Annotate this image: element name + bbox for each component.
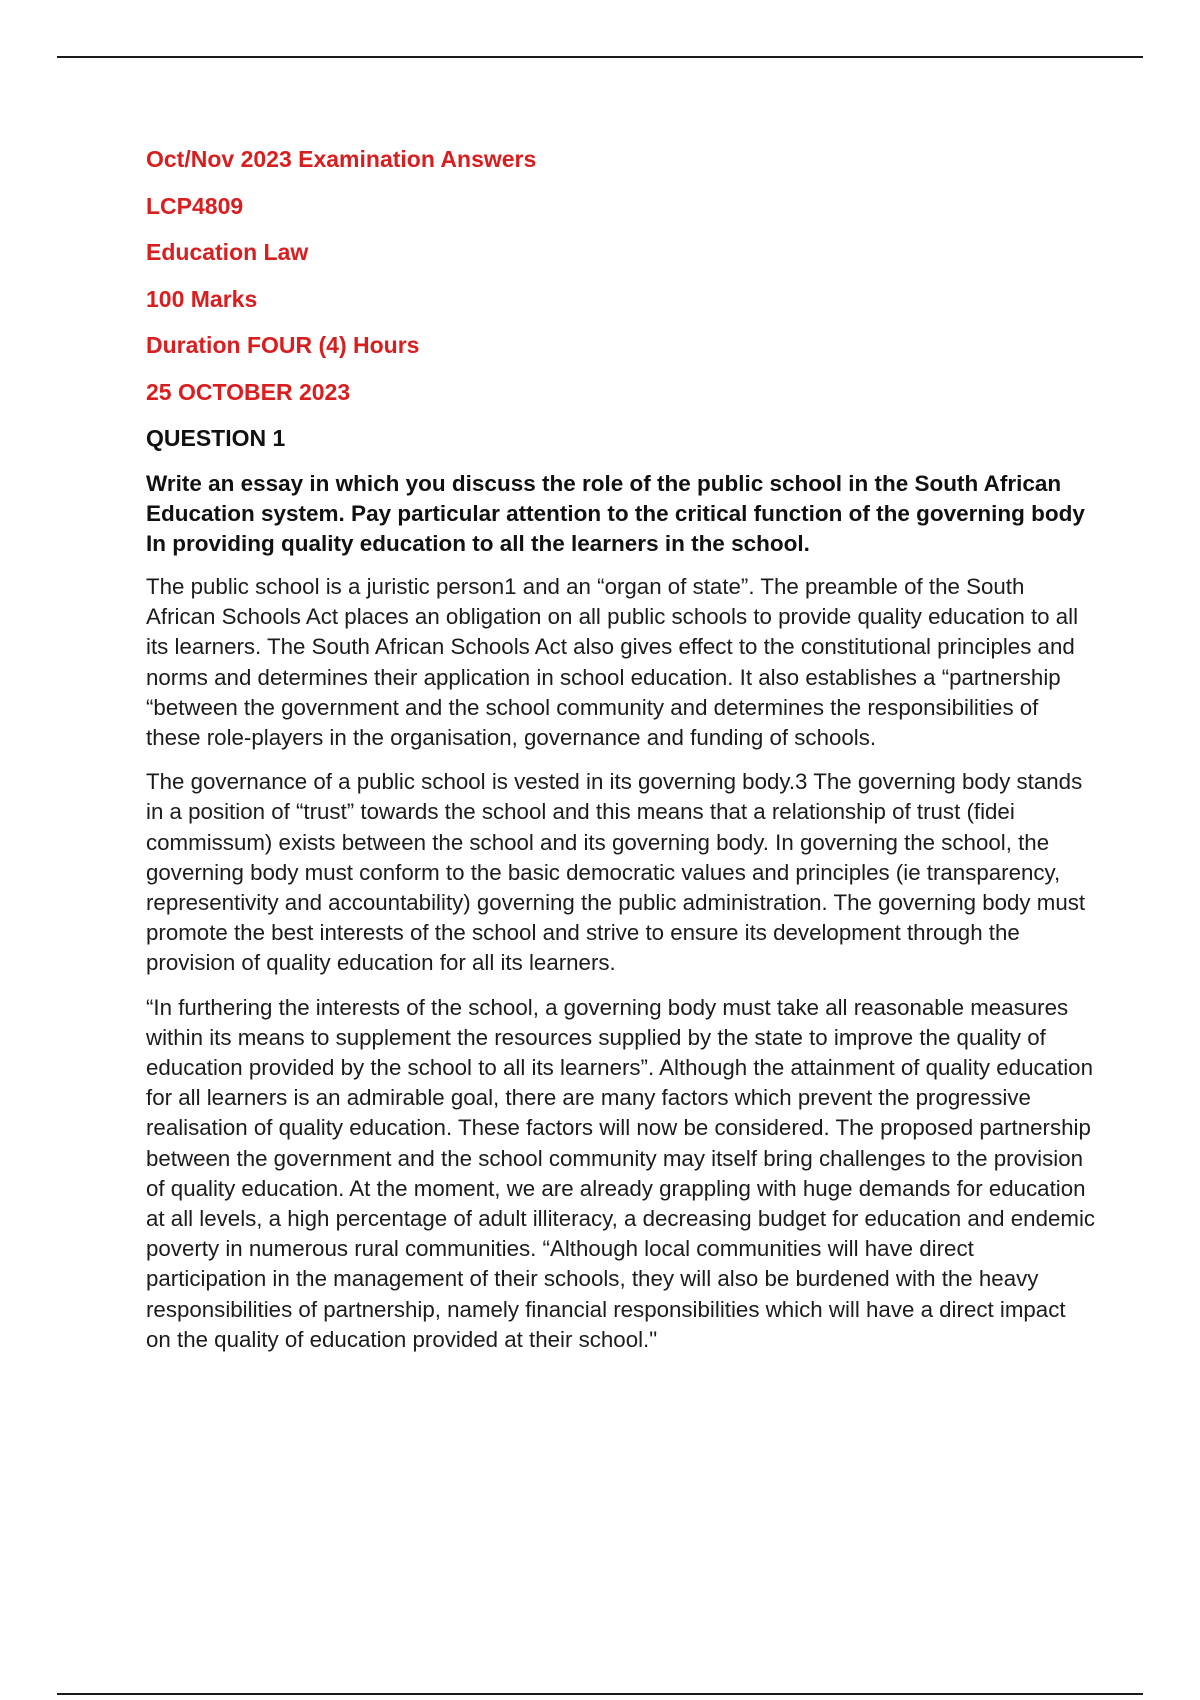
question-heading: QUESTION 1 xyxy=(146,425,286,451)
answer-paragraph: “In furthering the interests of the school, a governing body must take all reasonable measures within its means to supplement the resources supplied by the state to improve the quality of education provided by the school to all its learners”. Although the attainment of quality education for all learners is an admirable goal, there are many factors which prevent the progressive realisation of quality education. These factors will now be considered. The proposed partnership between the government and the school community may itself bring challenges to the provision of quality education. At the moment, we are already grappling with huge demands for education at all levels, a high percentage of adult illiteracy, a decreasing budget for education and endemic poverty in numerous rural communities. “Although local communities will have direct participation in the management of their schools, they will also be burdened with the heavy responsibilities of partnership, namely financial responsibilities which will have a direct impact on the quality of education provided at their school." xyxy=(146,994,1096,1352)
module-name: Education Law xyxy=(146,239,309,265)
answer-paragraph: The governance of a public school is vested in its governing body.3 The governing body stands in a position of “trust” towards the school and this means that a relationship of trust (fidei commissum) exists between the school and its governing body. In governing the school, the governing body must conform to the basic democratic values and principles (ie transparency, representivity and accountability) governing the public administration. The governing body must promote the best interests of the school and strive to ensure its development through the provision of quality education for all its learners. xyxy=(146,769,1086,976)
document-body xyxy=(146,145,1096,1369)
exam-date: 25 OCTOBER 2023 xyxy=(146,378,351,405)
exam-duration: Duration FOUR (4) Hours xyxy=(146,332,420,358)
module-code: LCP4809 xyxy=(146,192,244,219)
answer-paragraph: The public school is a juristic person1 and an “organ of state”. The preamble of the South African Schools Act places an obligation on all public schools to provide quality education to all its learners. The South African Schools Act also gives effect to the constitutional principles and norms and determines their application in school education. It also establishes a “partnership “between the government and the school community and determines the responsibilities of these role-players in the organisation, governance and funding of schools. xyxy=(146,574,1079,751)
top-divider xyxy=(57,56,1143,58)
bottom-divider xyxy=(57,1693,1143,1695)
question-prompt: Write an essay in which you discuss the role of the public school in the South African Education system. Pay particular attention to the critical function of the governing body In providing quality education to all the learners in the school. xyxy=(146,471,1085,556)
total-marks: 100 Marks xyxy=(146,285,258,312)
exam-title: Oct/Nov 2023 Examination Answers xyxy=(146,146,537,172)
